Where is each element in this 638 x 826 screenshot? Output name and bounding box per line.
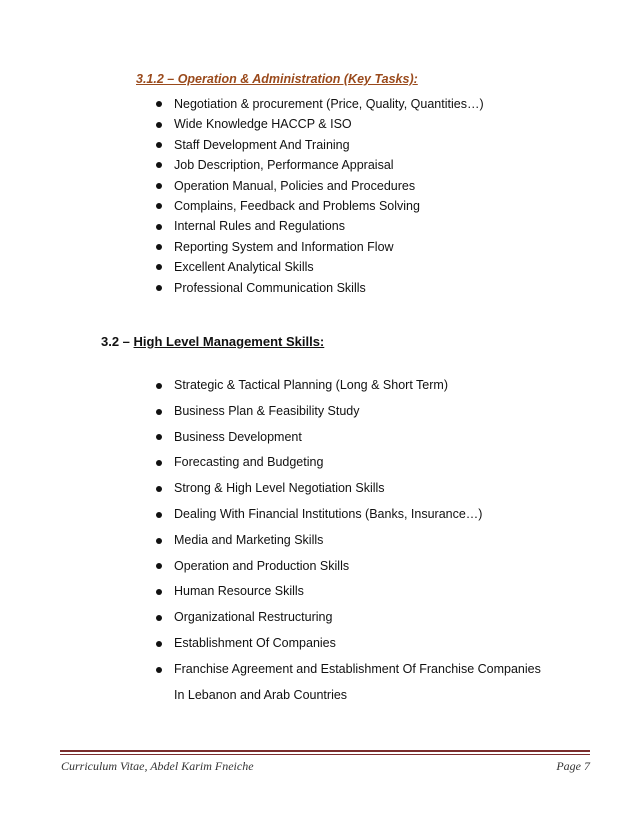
section-title: High Level Management Skills:: [133, 334, 325, 349]
list-item: [155, 94, 484, 114]
bullet-icon: [156, 512, 162, 518]
bullet-icon: [156, 383, 162, 389]
list-item: [155, 528, 541, 554]
list-item-text: Operation Manual, Policies and Procedures: [174, 178, 416, 193]
list-item-text: Forecasting and Budgeting: [174, 455, 324, 470]
list-item-text-line2: In Lebanon and Arab Countries: [174, 687, 348, 702]
list-item-text: Human Resource Skills: [174, 584, 304, 599]
bullet-icon: [156, 409, 162, 415]
list-item: [155, 450, 541, 476]
list-item: [155, 657, 541, 709]
list-item: [155, 502, 541, 528]
list-item-text: Reporting System and Information Flow: [174, 239, 394, 254]
list-item: [155, 176, 484, 196]
bullet-icon: [156, 434, 162, 440]
list-item-text: Strategic & Tactical Planning (Long & Short Term): [174, 378, 448, 392]
section-heading-operation-administration: 3.1.2 – Operation & Administration (Key Tasks):: [136, 72, 418, 86]
list-item-text: Business Plan & Feasibility Study: [174, 403, 360, 418]
list-item: [155, 196, 484, 216]
bullet-icon: [156, 244, 162, 250]
list-item-text: Job Description, Performance Appraisal: [174, 158, 394, 173]
bullet-icon: [156, 264, 162, 270]
bullet-icon: [156, 285, 162, 291]
list-item-text: Internal Rules and Regulations: [174, 219, 345, 234]
list-item: [155, 425, 541, 451]
list-item: [155, 135, 484, 155]
list-item: [155, 605, 541, 631]
bullet-icon: [156, 142, 162, 148]
list-item: [155, 476, 541, 502]
bullet-icon: [156, 122, 162, 128]
section-number: 3.2 –: [101, 334, 130, 349]
bullet-icon: [156, 589, 162, 595]
bullet-icon: [156, 162, 162, 168]
list-item-text: Excellent Analytical Skills: [174, 260, 314, 275]
list-item-text: Media and Marketing Skills: [174, 532, 324, 547]
bullet-icon: [156, 183, 162, 189]
bullet-icon: [156, 101, 162, 107]
list-item-text: Negotiation & procurement (Price, Quality, Quantities…): [174, 97, 484, 111]
footer-page-number: Page 7: [556, 759, 590, 773]
list-item: [155, 579, 541, 605]
bullet-icon: [156, 224, 162, 230]
list-item-text: Strong & High Level Negotiation Skills: [174, 481, 385, 496]
list-item: [155, 237, 484, 257]
list-item: [155, 373, 541, 399]
list-item-text-line1: Franchise Agreement and Establishment Of Franchise Companies: [174, 661, 541, 676]
list-item-text: Staff Development And Training: [174, 137, 350, 152]
list-item: [155, 278, 484, 298]
list-item-text: Organizational Restructuring: [174, 610, 333, 625]
bullet-icon: [156, 615, 162, 621]
footer-divider-thin: [60, 754, 590, 755]
bullet-icon: [156, 203, 162, 209]
bullet-icon: [156, 667, 162, 673]
bullet-icon: [156, 563, 162, 569]
list-item: [155, 114, 484, 134]
bullet-icon: [156, 486, 162, 492]
footer-document-title: Curriculum Vitae, Abdel Karim Fneiche: [61, 759, 254, 773]
list-item: [155, 631, 541, 657]
list-item-text: Operation and Production Skills: [174, 558, 350, 573]
list-item-text: Business Development: [174, 429, 302, 444]
operation-tasks-list: [155, 94, 484, 298]
list-item: [155, 155, 484, 175]
section-heading-management-skills: [101, 334, 324, 349]
bullet-icon: [156, 641, 162, 647]
list-item-text: Complains, Feedback and Problems Solving: [174, 198, 420, 213]
list-item: [155, 399, 541, 425]
list-item: [155, 554, 541, 580]
management-skills-list: [155, 373, 541, 708]
bullet-icon: [156, 538, 162, 544]
list-item: [155, 216, 484, 236]
footer-divider: [60, 750, 590, 752]
list-item-text: Dealing With Financial Institutions (Banks, Insurance…): [174, 506, 483, 521]
list-item: [155, 257, 484, 277]
list-item-text: Professional Communication Skills: [174, 280, 366, 295]
bullet-icon: [156, 460, 162, 466]
list-item-text: Wide Knowledge HACCP & ISO: [174, 117, 352, 132]
list-item-text: Establishment Of Companies: [174, 635, 336, 650]
